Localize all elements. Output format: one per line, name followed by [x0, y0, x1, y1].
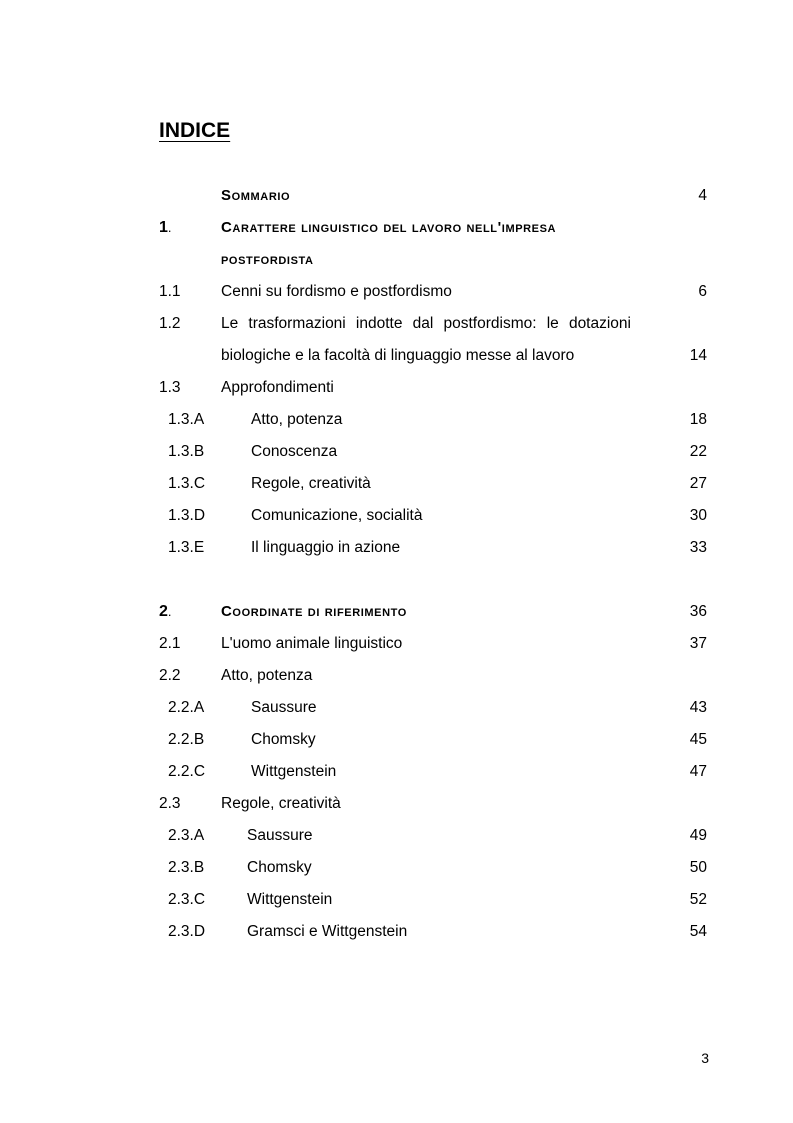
toc-entry-number: 2.3 [159, 795, 181, 812]
toc-subentry-label: Chomsky [251, 731, 316, 748]
toc-entry-continued[interactable] [0, 340, 793, 372]
toc-entry-label: Atto, potenza [221, 667, 313, 684]
toc-subentry-page: 33 [689, 539, 707, 556]
toc-subentry-number: 2.3.A [168, 827, 205, 844]
toc-subentry[interactable] [0, 852, 793, 884]
page-number: 3 [701, 1050, 709, 1066]
toc-subentry-page: 18 [689, 411, 707, 428]
toc-entry-sommario[interactable] [0, 180, 793, 212]
toc-subentry-page: 52 [689, 891, 707, 908]
toc-subentry-label: Saussure [247, 827, 313, 844]
table-of-contents [0, 180, 793, 948]
toc-subentry-page: 50 [689, 859, 707, 876]
toc-subentry[interactable] [0, 500, 793, 532]
toc-subentry-page: 54 [689, 923, 707, 940]
toc-chapter-number: 2. [159, 603, 172, 620]
toc-entry-label: Regole, creatività [221, 795, 341, 812]
toc-subentry-label: Il linguaggio in azione [251, 539, 401, 556]
toc-subentry-number: 1.3.B [168, 443, 205, 460]
toc-entry-number: 2.1 [159, 635, 181, 652]
toc-subentry-page: 47 [689, 763, 707, 780]
toc-subentry[interactable] [0, 820, 793, 852]
toc-entry[interactable] [0, 628, 793, 660]
toc-subentry-number: 2.2.A [168, 699, 205, 716]
toc-subentry-number: 1.3.E [168, 539, 205, 556]
toc-subentry[interactable] [0, 756, 793, 788]
toc-entry-label-continued: biologiche e la facoltà di linguaggio messe al lavoro [221, 347, 575, 364]
page-title: INDICE [159, 119, 231, 142]
toc-subentry-label: Conoscenza [251, 443, 338, 460]
toc-subentry-page: 27 [689, 475, 707, 492]
toc-entry-label: Cenni su fordismo e postfordismo [221, 283, 452, 300]
toc-chapter-1-continued[interactable] [0, 244, 793, 276]
toc-subentry-label: Chomsky [247, 859, 312, 876]
toc-subentry-label: Saussure [251, 699, 317, 716]
toc-subentry[interactable] [0, 724, 793, 756]
toc-subentry-number: 2.3.D [168, 923, 206, 940]
toc-subentry-page: 30 [689, 507, 707, 524]
toc-entry[interactable] [0, 372, 793, 404]
toc-subentry-label: Wittgenstein [251, 763, 337, 780]
toc-subentry-page: 43 [689, 699, 707, 716]
toc-subentry-label: Atto, potenza [251, 411, 343, 428]
toc-subentry-page: 22 [689, 443, 707, 460]
toc-entry-number: 2.2 [159, 667, 181, 684]
toc-chapter-label: Coordinate di riferimento [221, 603, 407, 620]
toc-subentry-number: 1.3.A [168, 411, 205, 428]
toc-entry-number: 1.1 [159, 283, 181, 300]
toc-chapter-page: 36 [689, 603, 707, 620]
toc-subentry-label: Wittgenstein [247, 891, 333, 908]
toc-subentry[interactable] [0, 404, 793, 436]
toc-subentry-page: 49 [689, 827, 707, 844]
toc-entry-label: Le trasformazioni indotte dal postfordismo: le dotazioni [221, 315, 631, 332]
toc-entry[interactable] [0, 276, 793, 308]
toc-subentry[interactable] [0, 532, 793, 564]
toc-subentry-number: 1.3.D [168, 507, 206, 524]
toc-entry-label: Sommario [221, 187, 291, 204]
toc-spacer [0, 564, 793, 596]
toc-chapter-label-continued: postfordista [221, 251, 314, 268]
toc-subentry-label: Comunicazione, socialità [251, 507, 423, 524]
toc-subentry[interactable] [0, 692, 793, 724]
toc-entry[interactable] [0, 308, 793, 340]
toc-entry-number: 1.3 [159, 379, 181, 396]
toc-entry-page: 14 [689, 347, 707, 364]
toc-entry-page: 6 [698, 283, 707, 300]
toc-entry-label: Approfondimenti [221, 379, 334, 396]
toc-chapter-2[interactable] [0, 596, 793, 628]
toc-subentry-number: 2.2.C [168, 763, 206, 780]
toc-subentry-number: 2.3.B [168, 859, 205, 876]
toc-chapter-1[interactable] [0, 212, 793, 244]
toc-entry-label: L'uomo animale linguistico [221, 635, 403, 652]
toc-subentry-label: Gramsci e Wittgenstein [247, 923, 408, 940]
toc-subentry-label: Regole, creatività [251, 475, 371, 492]
toc-entry-number: 1.2 [159, 315, 181, 332]
toc-chapter-label: Carattere linguistico del lavoro nell'impresa [221, 219, 557, 236]
toc-entry-page: 37 [689, 635, 707, 652]
toc-entry[interactable] [0, 660, 793, 692]
toc-subentry[interactable] [0, 436, 793, 468]
toc-subentry-page: 45 [689, 731, 707, 748]
toc-entry[interactable] [0, 788, 793, 820]
toc-subentry-number: 1.3.C [168, 475, 206, 492]
toc-subentry-number: 2.2.B [168, 731, 205, 748]
toc-subentry[interactable] [0, 916, 793, 948]
toc-subentry[interactable] [0, 884, 793, 916]
toc-subentry[interactable] [0, 468, 793, 500]
toc-entry-page: 4 [698, 187, 707, 204]
toc-subentry-number: 2.3.C [168, 891, 206, 908]
toc-chapter-number: 1. [159, 219, 172, 236]
